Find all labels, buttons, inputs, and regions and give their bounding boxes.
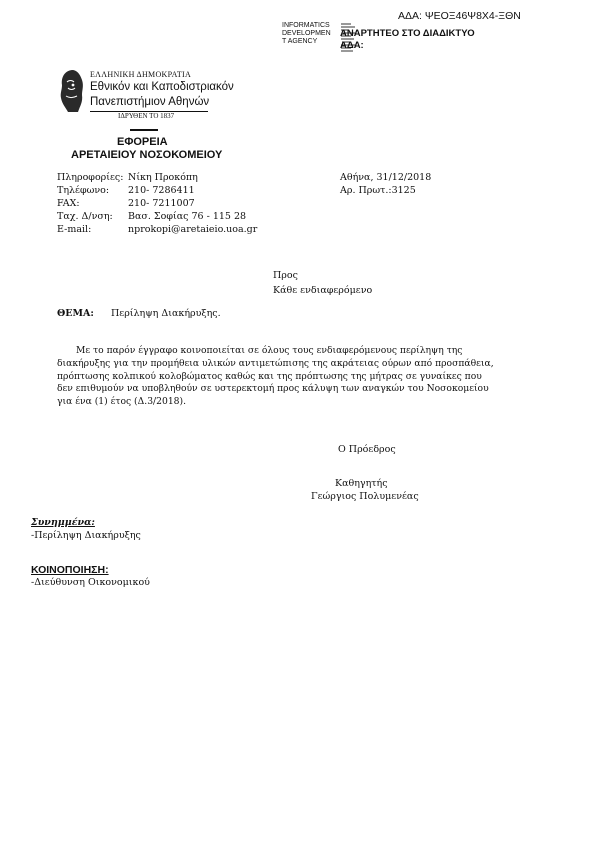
stamp-ada: ΑΔΑ: — [340, 40, 364, 51]
stamp-line-2: DEVELOPMEN — [282, 30, 331, 37]
signature-name: Γεώργιος Πολυμενέας — [311, 491, 419, 502]
body-line-3: πρόπτωσης κολπικού κολοβώματος καθώς και της πρόπτωσης της μήτρας σε γυναίκες που — [57, 371, 482, 382]
office-subtitle: ΑΡΕΤΑΙΕΙΟΥ ΝΟΣΟΚΟΜΕΙΟΥ — [71, 149, 223, 161]
ada-code: ΑΔΑ: ΨΕΟΞ46Ψ8Χ4-ΞΘΝ — [398, 10, 521, 22]
contact-value-phone: 210- 7286411 — [128, 185, 195, 196]
cc-heading: ΚΟΙΝΟΠΟΙΗΣΗ: — [31, 564, 109, 576]
contact-value-info: Νίκη Προκόπη — [128, 172, 198, 183]
university-name-line1: Εθνικόν και Καποδιστριακόν — [90, 81, 234, 93]
office-title: ΕΦΟΡΕΙΑ — [117, 136, 168, 148]
office-top-rule — [130, 129, 158, 131]
contact-label-phone: Τηλέφωνο: — [57, 185, 110, 196]
stamp-line-3: T AGENCY — [282, 38, 318, 45]
protocol-number: Αρ. Πρωτ.:3125 — [340, 185, 416, 196]
cc-item: -Διεύθυνση Οικονομικού — [31, 577, 150, 588]
signature-role: Ο Πρόεδρος — [338, 444, 396, 455]
recipient-whom: Κάθε ενδιαφερόμενο — [273, 285, 373, 296]
contact-value-fax: 210- 7211007 — [128, 198, 195, 209]
stamp-line-1: INFORMATICS — [282, 22, 330, 29]
contact-label-address: Ταχ. Δ/νση: — [57, 211, 113, 222]
body-line-5: για ένα (1) έτος (Δ.3/2018). — [57, 396, 187, 407]
contact-value-address: Βασ. Σοφίας 76 - 115 28 — [128, 211, 247, 222]
contact-label-email: E-mail: — [57, 224, 92, 235]
signature-title: Καθηγητής — [335, 478, 388, 489]
contact-label-info: Πληροφορίες: — [57, 172, 124, 183]
body-line-4: δεν επιθυμούν να υποβληθούν σε υστερεκτομή προς κάλυψη των αναγκών του Νοσοκομείου — [57, 383, 489, 394]
document-date: Αθήνα, 31/12/2018 — [340, 172, 432, 183]
contact-label-fax: FAX: — [57, 198, 80, 209]
recipient-to: Προς — [273, 270, 298, 281]
university-name-line2: Πανεπιστήμιον Αθηνών — [90, 96, 210, 108]
contact-value-email: nprokopi@aretaieio.uoa.gr — [128, 224, 258, 235]
attachment-item: -Περίληψη Διακήρυξης — [31, 530, 141, 541]
republic-label: ΕΛΛΗΝΙΚΗ ΔΗΜΟΚΡΑΤΙΑ — [90, 70, 192, 79]
subject-text: Περίληψη Διακήρυξης. — [111, 308, 221, 319]
subject-label: ΘΕΜΑ: — [57, 308, 94, 319]
body-line-1: Με το παρόν έγγραφο κοινοποιείται σε όλους τους ενδιαφερόμενους περίληψη της — [76, 345, 463, 356]
stamp-title: ΑΝΑΡΤΗΤΕΟ ΣΤΟ ΔΙΑΔΙΚΤΥΟ — [340, 28, 475, 39]
attachments-heading: Συνημμένα: — [31, 517, 95, 528]
body-line-2: διακήρυξης για την προμήθεια υλικών αντιμετώπισης της ακράτειας ούρων από προσπάθεια, — [57, 358, 494, 369]
university-emblem-icon — [58, 68, 86, 114]
founded-label: ΙΔΡΥΘΕΝ ΤΟ 1837 — [118, 112, 175, 120]
